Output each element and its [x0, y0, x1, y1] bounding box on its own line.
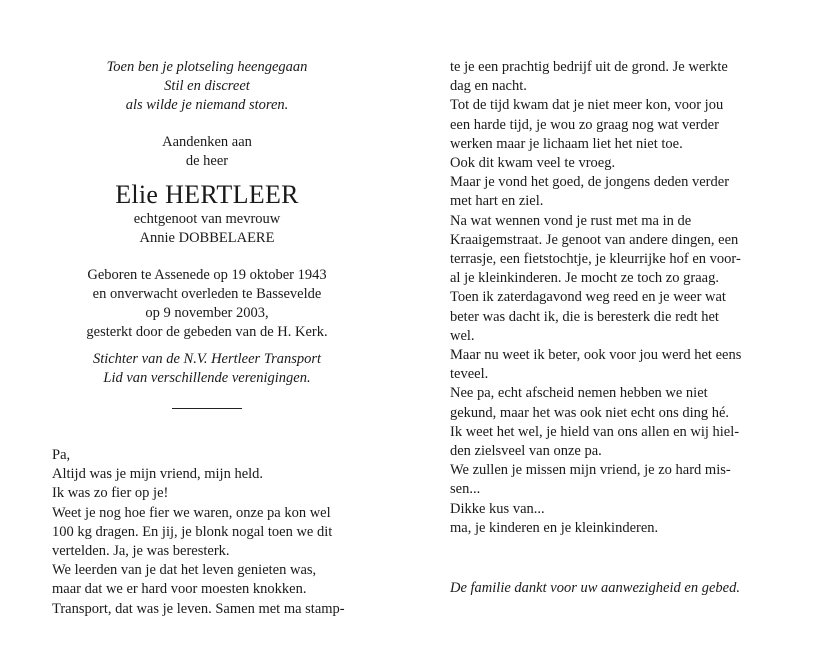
letter-part-2 — [450, 58, 768, 538]
letter-line: Na wat wennen vond je rust met ma in de — [450, 212, 692, 229]
role-line: Stichter van de N.V. Hertleer Transport — [92, 351, 322, 367]
letter-line: met hart en ziel. — [450, 193, 544, 210]
letter-part-1 — [52, 446, 362, 619]
letter-line: terrasje, een fietstochtje, je kleurrijke hof en voor- — [450, 251, 741, 268]
life-line: gesterkt door de gebeden van de H. Kerk. — [86, 324, 328, 340]
letter-line: Ik weet het wel, je hield van ons allen en wij hiel- — [450, 423, 740, 440]
life-line: Geboren te Assenede op 19 oktober 1943 — [87, 267, 327, 283]
letter-line: beter was dacht ik, die is beresterk die redt het — [450, 308, 719, 325]
divider — [172, 408, 242, 409]
role-line: Lid van verschillende verenigingen. — [103, 370, 311, 386]
letter-line: We zullen je missen mijn vriend, je zo hard mis- — [450, 462, 731, 479]
letter-line: sen... — [450, 481, 481, 498]
letter-line: den zielsveel van onze pa. — [450, 443, 602, 460]
roles — [52, 350, 362, 388]
letter-line: vertelden. Ja, je was beresterk. — [52, 543, 230, 560]
poem-line: Toen ben je plotseling heengegaan — [106, 59, 308, 75]
spouse-info — [52, 210, 362, 248]
opening-poem — [52, 58, 362, 115]
family-thanks: De familie dankt voor uw aanwezigheid en gebed. — [450, 580, 740, 597]
letter-line: teveel. — [450, 366, 489, 383]
intro-text — [52, 133, 362, 171]
letter-line: een harde tijd, je wou zo graag nog wat verder — [450, 116, 719, 133]
deceased-name: Elie HERTLEER — [115, 180, 299, 209]
letter-line: Dikke kus van... — [450, 500, 545, 517]
intro-line: de heer — [185, 153, 229, 169]
poem-line: Stil en discreet — [164, 78, 250, 94]
letter-line: maar dat we er hard voor moesten knokken. — [52, 581, 307, 598]
letter-line: Toen ik zaterdagavond weg reed en je weer wat — [450, 289, 726, 306]
right-column — [450, 58, 768, 597]
letter-line: ma, je kinderen en je kleinkinderen. — [450, 519, 659, 536]
letter-line: Transport, dat was je leven. Samen met ma stamp- — [52, 600, 345, 617]
letter-line: Ik was zo fier op je! — [52, 485, 169, 502]
letter-line: te je een prachtig bedrijf uit de grond. Je werkte — [450, 59, 728, 75]
letter-line: wel. — [450, 327, 475, 344]
poem-line: als wilde je niemand storen. — [125, 97, 289, 113]
letter-line: al je kleinkinderen. Je mocht ze toch zo graag. — [450, 270, 719, 287]
letter-line: We leerden van je dat het leven genieten was, — [52, 562, 317, 579]
life-line: op 9 november 2003, — [145, 305, 269, 321]
letter-line: Kraaigemstraat. Je genoot van andere dingen, een — [450, 231, 739, 248]
letter-line: Ook dit kwam veel te vroeg. — [450, 155, 616, 172]
letter-line: Altijd was je mijn vriend, mijn held. — [52, 466, 264, 483]
letter-line: Nee pa, echt afscheid nemen hebben we niet — [450, 385, 708, 402]
life-dates — [52, 266, 362, 342]
letter-line: Maar je vond het goed, de jongens deden verder — [450, 174, 730, 191]
spouse-line: echtgenoot van mevrouw — [133, 211, 281, 227]
life-line: en onverwacht overleden te Bassevelde — [92, 286, 322, 302]
letter-line: Maar nu weet ik beter, ook voor jou werd het eens — [450, 347, 742, 364]
letter-line: Tot de tijd kwam dat je niet meer kon, voor jou — [450, 97, 724, 114]
spouse-line: Annie DOBBELAERE — [139, 230, 275, 246]
letter-line: Pa, — [52, 447, 71, 463]
intro-line: Aandenken aan — [162, 134, 252, 150]
letter-line: gekund, maar het was ook niet echt ons ding hé. — [450, 404, 730, 421]
letter-line: dag en nacht. — [450, 78, 527, 95]
letter-line: Weet je nog hoe fier we waren, onze pa kon wel — [52, 504, 331, 521]
letter-line: 100 kg dragen. En jij, je blonk nogal toen we dit — [52, 523, 333, 540]
letter-line: werken maar je lichaam liet het niet toe. — [450, 135, 683, 152]
left-column — [52, 58, 362, 619]
